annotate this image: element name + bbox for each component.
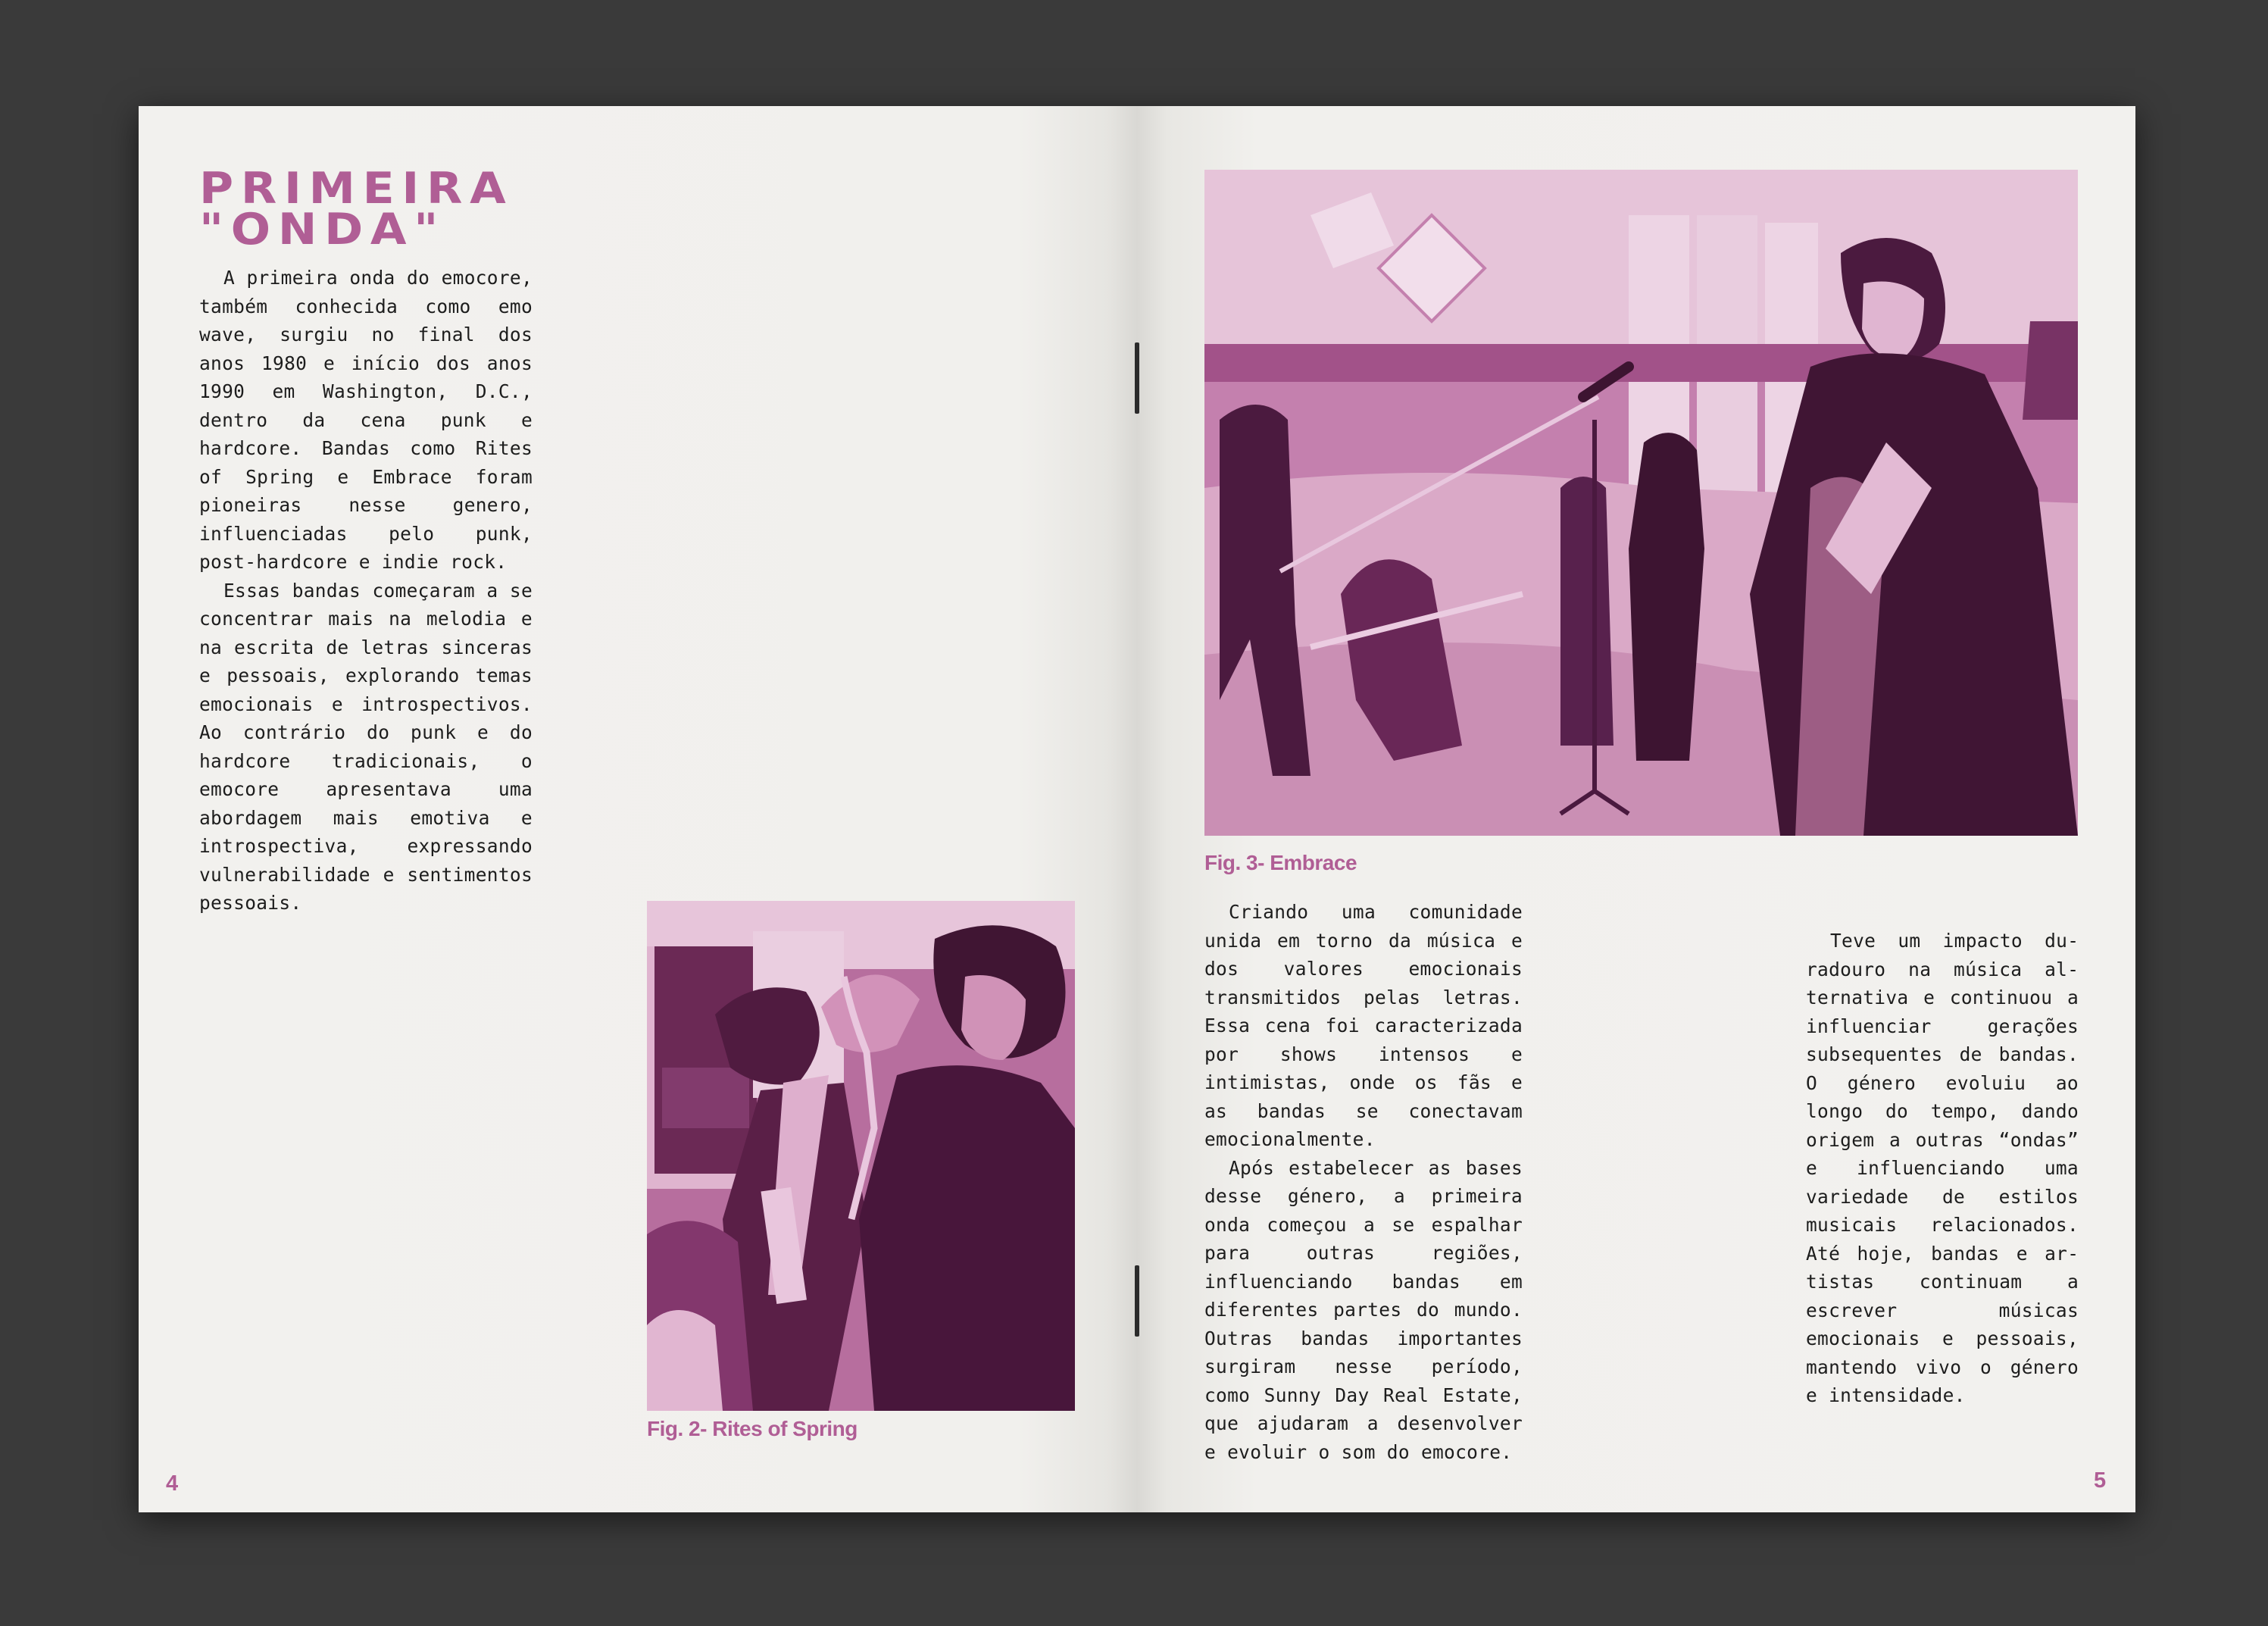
rites-of-spring-image: [647, 901, 1075, 1411]
right-col1-paragraph-2: Após estabelecer as bases desse género, a primeira onda começou a se espalhar para outras regiões, influenciando bandas em diferentes partes do mundo. Outras bandas importantes surgiram nesse período, como Sunny Day Real Estate, que ajudaram a desenvolver e evoluir o som do emocore.: [1204, 1156, 1523, 1463]
page-number-right: 5: [2094, 1468, 2107, 1493]
right-column-1: [1204, 898, 1523, 1466]
left-paragraph-1: A primeira onda do emocore, também conhecida como emo wave, surgiu no final dos anos 1980 e início dos anos 1990 em Washington, D.C., dentro da cena punk e hardcore. Bandas como Rites of Spring e Embrace foram pioneiras nesse genero, influenciadas pelo punk, post-hardcore e indie rock.: [199, 267, 533, 573]
right-page: [1137, 106, 2135, 1512]
figure-3-caption: Fig. 3- Embrace: [1204, 851, 1357, 874]
magazine-spread: [139, 106, 2135, 1512]
page-number-left: 4: [166, 1471, 179, 1496]
staple-bottom: [1135, 1265, 1139, 1337]
left-body-text: [199, 264, 533, 918]
figure-2-caption: Fig. 2- Rites of Spring: [647, 1417, 858, 1440]
embrace-photo: [1204, 170, 2078, 836]
right-col2-paragraph-1: Teve um impacto duradouro na música alternativa e continuou a influenciar gerações subsequentes de bandas. O género evoluiu ao longo do tempo, dando origem a outras “ondas” e influenciando uma variedade de estilos musicais relacionados. Até hoje, bandas e artistas continuam a escrever músicas emocionais e pessoais, mantendo vivo o género e intensidade.: [1806, 930, 2079, 1406]
embrace-image: [1204, 170, 2078, 836]
staple-top: [1135, 342, 1139, 414]
section-title: PRIMEIRA "ONDA": [199, 164, 514, 255]
left-paragraph-2: Essas bandas começaram a se concentrar mais na melodia e na escrita de letras sinceras e pessoais, explorando temas emocionais e introspectivos. Ao contrário do punk e do hardcore tradicionais, o emocore apresentava uma abordagem mais emotiva e introspectiva, expressando vulnerabilidade e sentimentos pessoais.: [199, 579, 533, 914]
rites-of-spring-photo: [647, 901, 1075, 1411]
left-page: [139, 106, 1137, 1512]
right-column-2: [1806, 927, 2079, 1410]
right-col1-paragraph-1: Criando uma comunidade unida em torno da música e dos valores emocionais transmitidos pelas letras. Essa cena foi caracterizada por shows intensos e intimistas, onde os fãs e as bandas se conectavam emocionalmente.: [1204, 901, 1523, 1150]
